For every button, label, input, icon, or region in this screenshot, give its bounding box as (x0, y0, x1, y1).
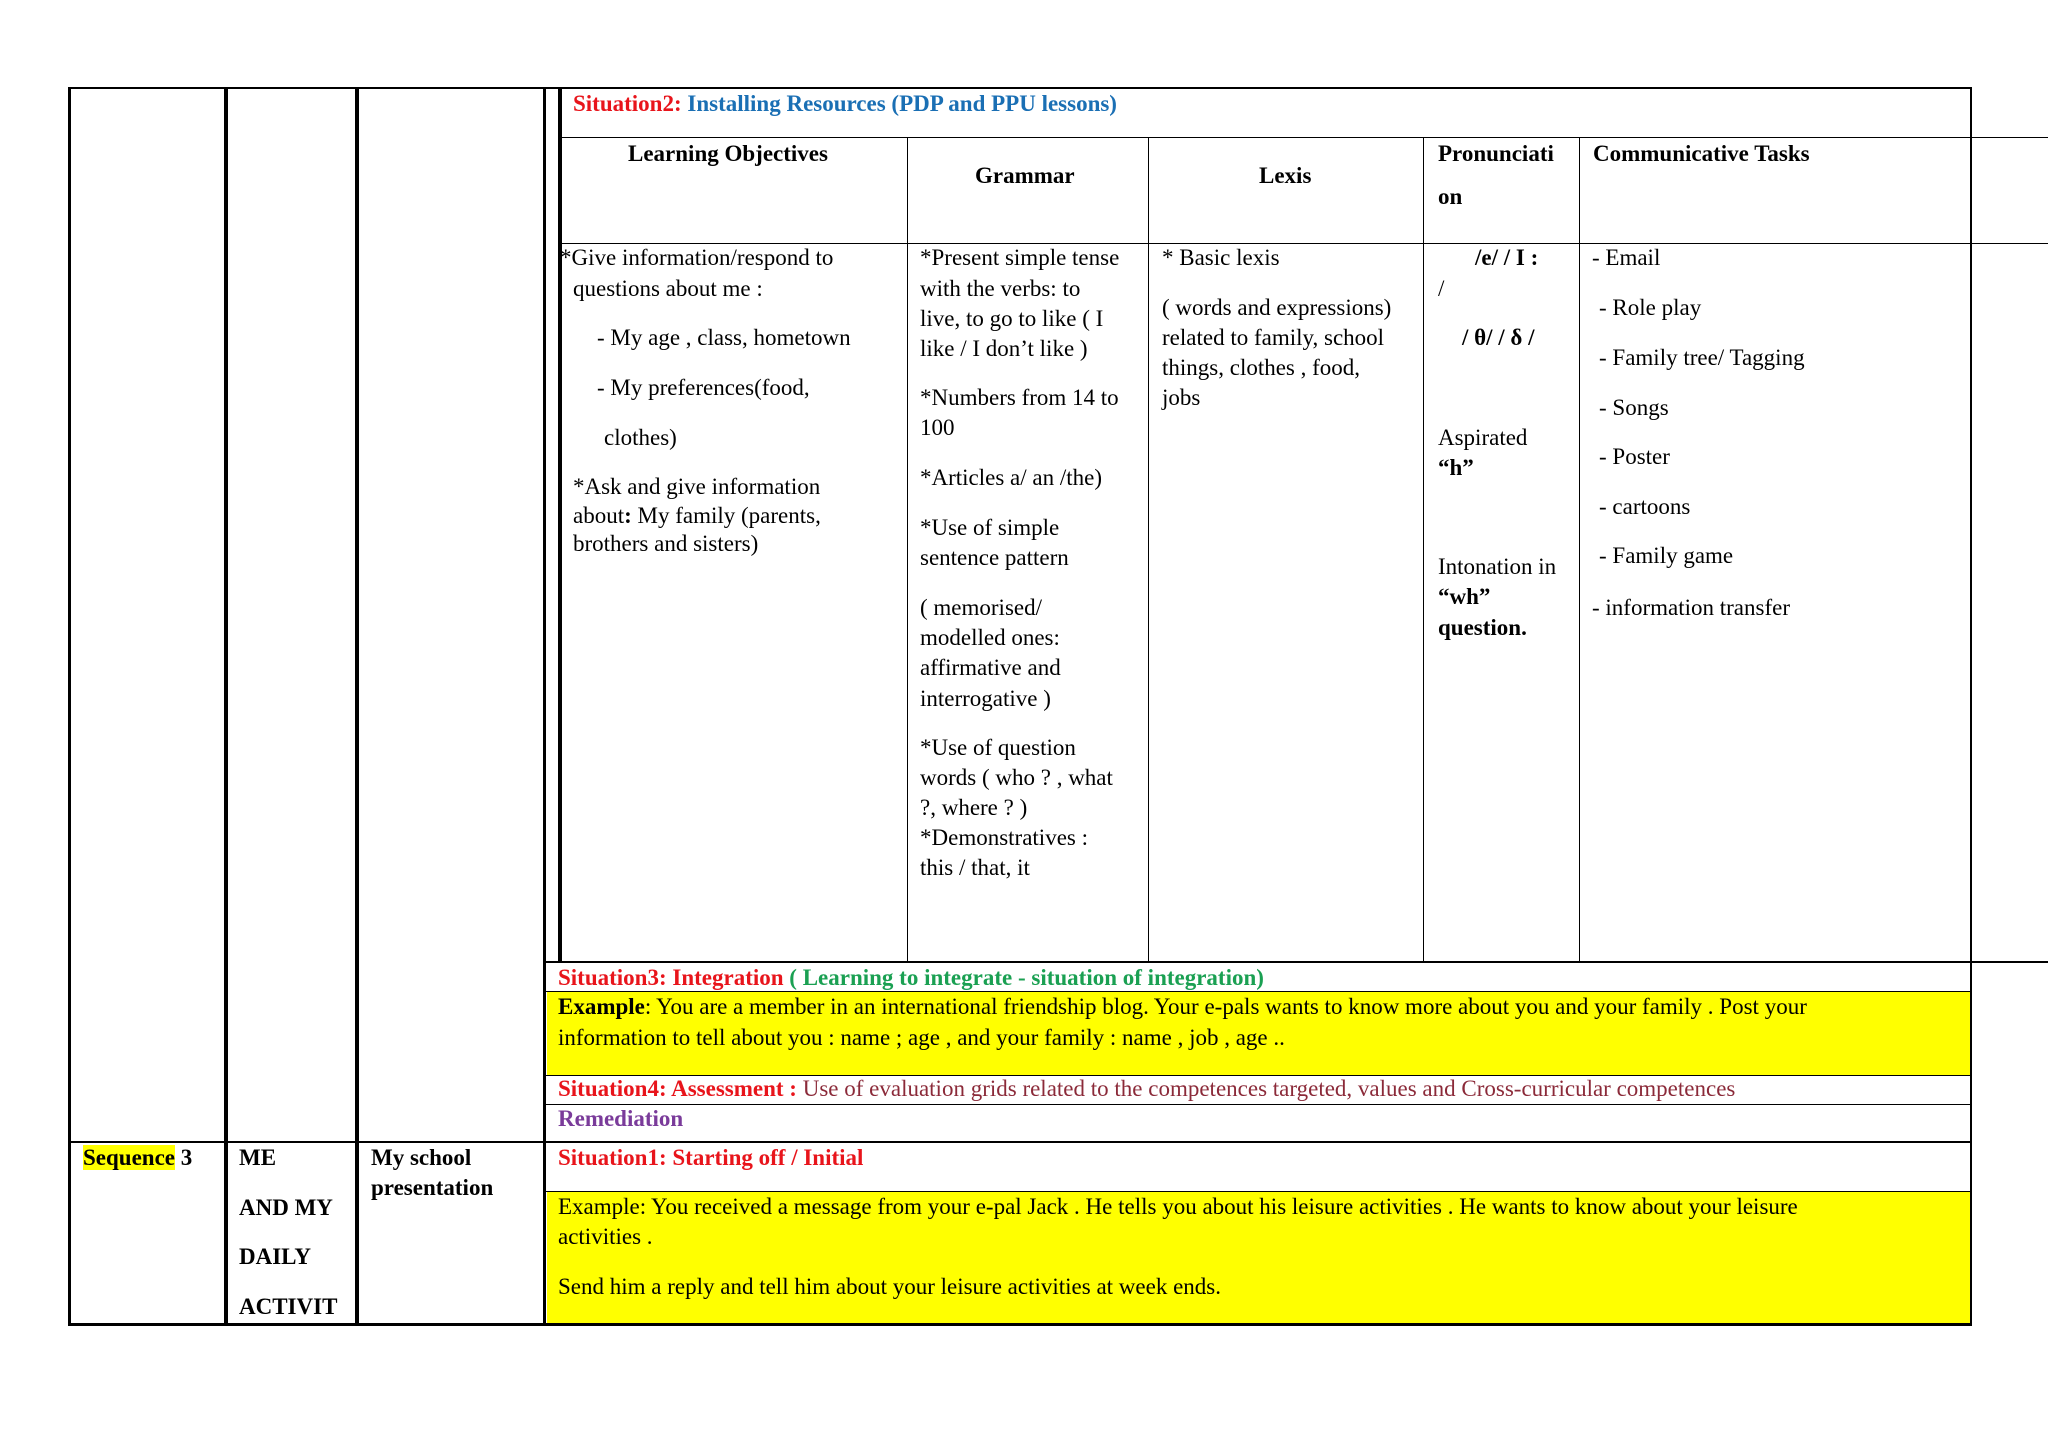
col-divider-3b (558, 87, 562, 962)
pron-line: Aspirated (1438, 425, 1528, 450)
s2-col-grammar (907, 137, 908, 961)
header-communicative-tasks: Communicative Tasks (1593, 141, 1810, 166)
situation3-example-cont: information to tell about you : name ; age , and your family : name , job , age .. (558, 1025, 1285, 1050)
situation1-title: Situation1: Starting off / Initial (558, 1145, 864, 1170)
grammar-line: affirmative and (920, 655, 1061, 680)
s2-col-tasks (1579, 137, 1580, 961)
objective-bullet: - My preferences(food, (597, 375, 810, 400)
sequence-number: 3 (180, 1145, 193, 1170)
pron-line: Intonation in (1438, 554, 1557, 579)
situation4-text: Use of evaluation grids related to the competences targeted, values and Cross-curricular competences (802, 1076, 1736, 1101)
grammar-line: *Numbers from 14 to (920, 385, 1119, 410)
pron-line: /e/ / I : (1475, 245, 1539, 270)
table-border-right (1970, 87, 1972, 1325)
situation3-label: Situation3: Integration (558, 965, 784, 990)
task-item: - Email (1592, 245, 1661, 270)
situation3-subtitle: ( Learning to integrate - situation of integration) (783, 965, 1264, 990)
pron-line: / θ/ / δ / (1462, 325, 1535, 350)
grammar-line: *Present simple tense (920, 245, 1120, 270)
objective-bullet: - My age , class, hometown (597, 325, 851, 350)
grammar-line: *Use of question (920, 735, 1076, 760)
sequence-row-top (68, 1141, 1972, 1143)
situation2-title (573, 89, 1117, 119)
project-title-line: My school (371, 1145, 472, 1170)
lexis-line: related to family, school (1162, 325, 1385, 350)
grammar-line: sentence pattern (920, 545, 1069, 570)
grammar-line: with the verbs: to (920, 276, 1081, 301)
task-item: - cartoons (1599, 494, 1691, 519)
task-item: - Poster (1599, 444, 1670, 469)
s2-col-lexis (1148, 137, 1149, 961)
objective-line: *Give information/respond to (560, 245, 834, 270)
objective-line: *Ask and give information (573, 474, 821, 499)
objective-bullet-cont: clothes) (604, 425, 677, 450)
grammar-line: interrogative ) (920, 686, 1051, 711)
s2-header-top (558, 137, 2048, 138)
sequence-label: Sequence (83, 1145, 175, 1170)
task-item: - Family game (1599, 543, 1734, 568)
example-text: : You are a member in an international friendship blog. Your e-pals wants to know more about you and your family . Post your (644, 994, 1807, 1019)
pron-line: / (1438, 276, 1445, 301)
objective-colon: : (624, 503, 632, 528)
objective-line (573, 501, 821, 531)
project-title-line: presentation (371, 1175, 494, 1200)
objective-text: about (573, 503, 625, 528)
col-divider-1 (224, 87, 228, 1325)
situation4-row (558, 1074, 1735, 1104)
situation1-example-cont: activities . (558, 1224, 653, 1249)
situation2-heading: Installing Resources (PDP and PPU lessons) (687, 91, 1117, 116)
situation4-label: Situation4: Assessment : (558, 1076, 803, 1101)
pron-line: question. (1438, 615, 1527, 640)
pron-line: “h” (1438, 455, 1474, 480)
header-learning-objectives: Learning Objectives (628, 141, 828, 166)
col-divider-3a (543, 87, 546, 1325)
objective-text: My family (parents, (631, 503, 821, 528)
header-lexis: Lexis (1259, 163, 1312, 188)
grammar-line: *Use of simple (920, 515, 1060, 540)
situation3-title (558, 963, 1264, 993)
task-item: - Songs (1599, 395, 1669, 420)
grammar-line: like / I don’t like ) (920, 336, 1088, 361)
header-pronunciation-1: Pronunciati (1438, 141, 1554, 166)
unit-title-line: ACTIVIT (239, 1294, 338, 1319)
lexis-line: jobs (1162, 385, 1201, 410)
task-item: - Role play (1599, 295, 1702, 320)
grammar-line: live, to go to like ( I (920, 306, 1104, 331)
s2-col-pron (1423, 137, 1424, 961)
grammar-line: this / that, it (920, 855, 1030, 880)
remediation-top (545, 1104, 1972, 1105)
unit-title-line: ME (239, 1145, 277, 1170)
situation1-example-cont: Send him a reply and tell him about your leisure activities at week ends. (558, 1274, 1221, 1299)
unit-title-line: DAILY (239, 1244, 312, 1269)
situation3-example (558, 992, 1807, 1022)
example-label: Example (558, 994, 645, 1019)
grammar-line: modelled ones: (920, 625, 1060, 650)
col-divider-2 (355, 87, 359, 1325)
objective-line: brothers and sisters) (573, 531, 759, 556)
table-border-bottom (68, 1323, 1972, 1326)
unit-title-line: AND MY (239, 1195, 333, 1220)
grammar-line: ?, where ? ) (920, 795, 1028, 820)
lexis-line: things, clothes , food, (1162, 355, 1361, 380)
task-item: - Family tree/ Tagging (1599, 345, 1805, 370)
situation2-label: Situation2: (573, 91, 682, 116)
grammar-line: ( memorised/ (920, 595, 1042, 620)
objective-line: questions about me : (573, 276, 763, 301)
remediation-label: Remediation (558, 1106, 684, 1131)
pron-line: “wh” (1438, 584, 1491, 609)
sequence-cell (83, 1143, 192, 1173)
lexis-line: * Basic lexis (1162, 245, 1280, 270)
lexis-line: ( words and expressions) (1162, 295, 1392, 320)
header-pronunciation-2: on (1438, 184, 1463, 209)
grammar-line: 100 (920, 415, 955, 440)
grammar-line: *Demonstratives : (920, 825, 1088, 850)
header-grammar: Grammar (975, 163, 1075, 188)
table-border-left (68, 87, 71, 1325)
grammar-line: *Articles a/ an /the) (920, 465, 1103, 490)
task-item: - information transfer (1592, 595, 1790, 620)
grammar-line: words ( who ? , what (920, 765, 1113, 790)
situation1-example: Example: You received a message from your e-pal Jack . He tells you about his leisure activities . He wants to know about your leisure (558, 1194, 1798, 1219)
